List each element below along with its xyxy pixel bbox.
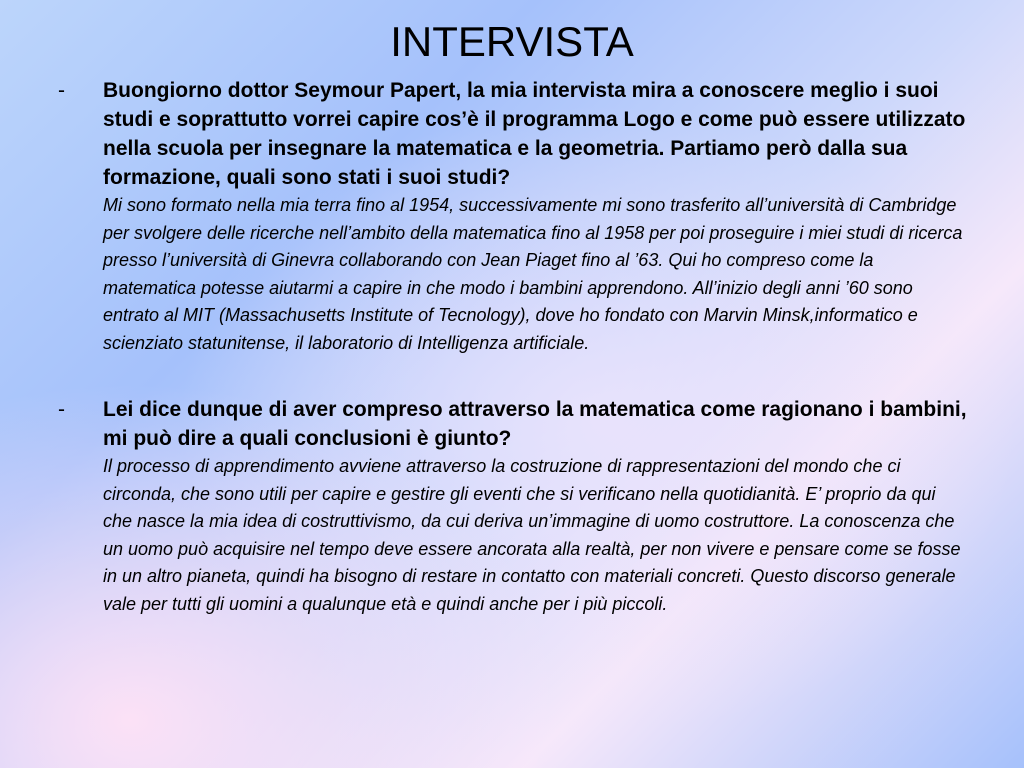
qa-item-2 <box>58 395 968 618</box>
interview-content <box>58 76 968 618</box>
interview-answer: Il processo di apprendimento avviene attraverso la costruzione di rappresentazioni del mondo che ci circonda, che sono utili per capire e gestire gli eventi che si verificano nella quotidianità. E’ proprio da qui che nasce la mia idea di costruttivismo, da cui deriva un’immagine di uomo costruttore. La conoscenza che un uomo può acquisire nel tempo deve essere ancorata alla realtà, per non vivere e pensare come se fosse in un altro pianeta, quindi ha bisogno di restare in contatto con materiali concreti. Questo discorso generale vale per tutti gli uomini a qualunque età e quindi anche per i più piccoli. <box>103 456 961 614</box>
interview-question: Buongiorno dottor Seymour Papert, la mia intervista mira a conoscere meglio i suoi studi e soprattutto vorrei capire cos’è il programma Logo e come può essere utilizzato nella scuola per insegnare la matematica e la geometria. Partiamo però dalla sua formazione, quali sono stati i suoi studi? <box>103 79 966 189</box>
interview-question: Lei dice dunque di aver compreso attraverso la matematica come ragionano i bambini, mi può dire a quali conclusioni è giunto? <box>103 398 967 450</box>
slide-title: INTERVISTA <box>390 18 634 65</box>
interview-answer: Mi sono formato nella mia terra fino al 1954, successivamente mi sono trasferito all’università di Cambridge per svolgere delle ricerche nell’ambito della matematica fino al 1958 per poi proseguire i miei studi di ricerca presso l’università di Ginevra collaborando con Jean Piaget fino al ’63. Qui ho compreso come la matematica potesse aiutarmi a capire in che modo i bambini apprendono. All’inizio degli anni ’60 sono entrato al MIT (Massachusetts Institute of Tecnology), dove ho fondato con Marvin Minsk,informatico e scienziato statunitense, il laboratorio di Intelligenza artificiale. <box>103 195 963 353</box>
bullet-dash: - <box>58 398 65 421</box>
bullet-dash: - <box>58 79 65 102</box>
qa-item-1 <box>58 76 968 357</box>
